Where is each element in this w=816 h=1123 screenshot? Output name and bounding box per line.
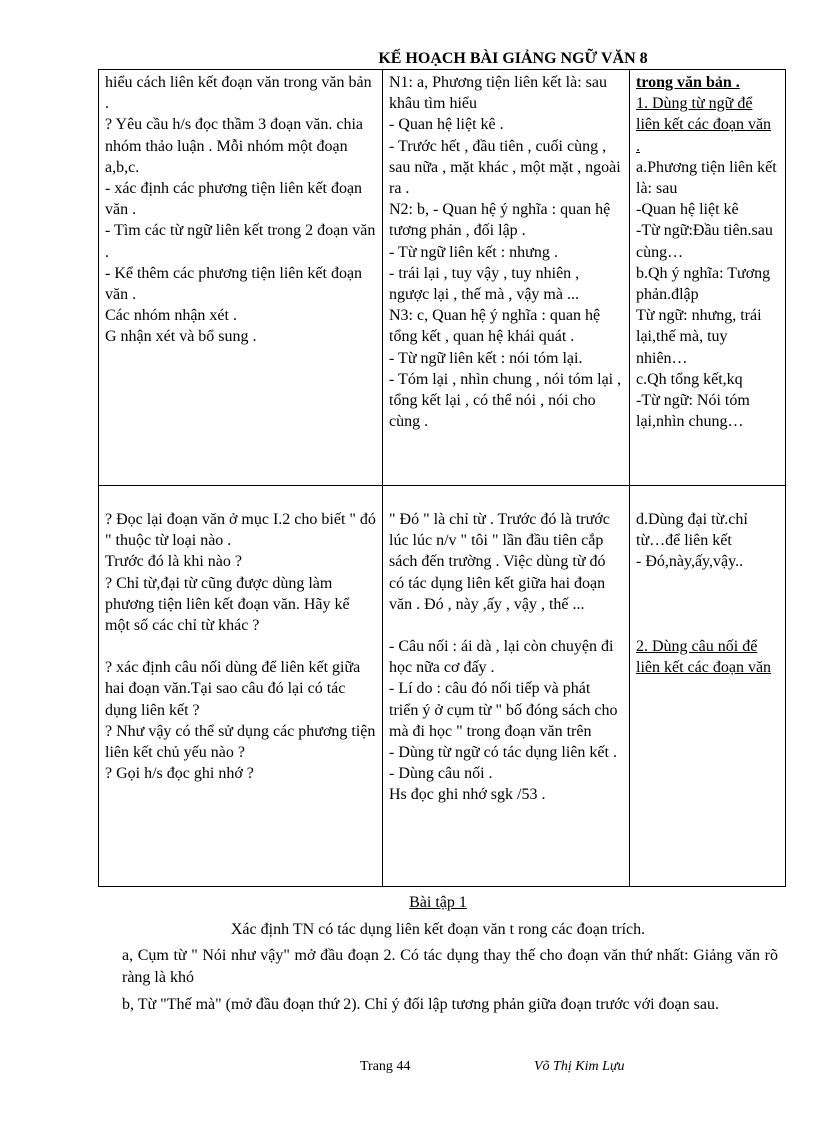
exercise-title: Bài tập 1 bbox=[409, 894, 467, 911]
teacher-activity-cell bbox=[99, 70, 383, 486]
text-line: - Quan hệ liệt kê . bbox=[389, 116, 504, 134]
text-line: -Từ ngữ:Đầu tiên.sau cùng… bbox=[636, 222, 773, 261]
author-name: Võ Thị Kim Lựu bbox=[534, 1059, 625, 1074]
text-line: d.Dùng đại từ.chỉ từ…để liên kết bbox=[636, 511, 748, 550]
text-line: - Từ ngữ liên kết : nhưng . bbox=[389, 243, 558, 261]
text-line: - Từ ngữ liên kết : nói tóm lại. bbox=[389, 349, 583, 367]
content-cell bbox=[630, 486, 786, 887]
text-line: - xác định các phương tiện liên kết đoạn văn . bbox=[105, 180, 363, 219]
text-line: ? Chỉ từ,đại từ cũng được dùng làm phương tiện liên kết đoạn văn. Hãy kể một số các chỉ từ khác ? bbox=[105, 574, 350, 635]
text-line: " Đó " là chỉ từ . Trước đó là trước lúc lúc n/v " tôi " lần đầu tiên cắp sách đến trường . Việc dùng từ đó có tác dụng liên kết giữa hai đoạn văn . Đó , này ,ấy , vậy , thế ... bbox=[389, 511, 610, 613]
text-line: ? Đọc lại đoạn văn ở mục I.2 cho biết " đó " thuộc từ loại nào . bbox=[105, 511, 376, 550]
text-line: - Lí do : câu đó nối tiếp và phát triển ý ở cụm từ " bố đóng sách cho mà đi học " trong đoạn văn trên bbox=[389, 680, 618, 740]
text-line: ? Gọi h/s đọc ghi nhớ ? bbox=[105, 765, 254, 783]
exercise-instruction: Xác định TN có tác dụng liên kết đoạn văn t rong các đoạn trích. bbox=[230, 921, 646, 938]
text-line: - Dùng câu nối . bbox=[389, 765, 493, 783]
content-cell bbox=[630, 70, 786, 486]
text-line: - Tìm các từ ngữ liên kết trong 2 đoạn văn . bbox=[105, 222, 376, 261]
text-line: a.Phương tiện liên kết là: sau bbox=[636, 158, 777, 198]
text-line: - Câu nối : ái dà , lại còn chuyện đi học nữa cơ đấy . bbox=[389, 638, 614, 677]
text-line: -Quan hệ liệt kê bbox=[636, 201, 739, 219]
text-line: ? xác định câu nối dùng để liên kết giữa hai đoạn văn.Tại sao câu đó lại có tác dụng liên kết ? bbox=[105, 659, 361, 719]
table-row bbox=[99, 486, 786, 887]
exercise-item: a, Cụm từ " Nói như vậy" mở đầu đoạn 2. Có tác dụng thay thế cho đoạn văn thứ nhất: Giảng văn rõ ràng là khó bbox=[122, 947, 778, 986]
text-line: N3: c, Quan hệ ý nghĩa : quan hệ tổng kết , quan hệ khái quát . bbox=[389, 307, 601, 346]
text-line: hiểu cách liên kết đoạn văn trong văn bản . bbox=[105, 74, 372, 113]
text-line: N1: a, Phương tiện liên kết là: sau khâu tìm hiểu bbox=[389, 74, 607, 113]
document-title: KẾ HOẠCH BÀI GIẢNG NGỮ VĂN 8 bbox=[378, 50, 648, 67]
text-line: c.Qh tổng kết,kq bbox=[636, 370, 743, 388]
text-line: b.Qh ý nghĩa: Tương phản.đlập bbox=[636, 264, 771, 304]
exercise-item: b, Từ "Thế mà" (mở đầu đoạn thứ 2). Chỉ ý đối lập tương phản giữa đoạn trước với đoạn sau. bbox=[122, 996, 719, 1013]
text-line: ? Như vậy có thể sử dụng các phương tiện liên kết chủ yếu nào ? bbox=[105, 722, 376, 762]
student-activity-cell bbox=[383, 486, 630, 887]
table-row bbox=[99, 70, 786, 486]
section-subheading: 2. Dùng câu nối để liên kết các đoạn văn bbox=[636, 637, 772, 676]
section-subheading: 1. Dùng từ ngữ để liên kết các đoạn văn . bbox=[636, 95, 772, 155]
text-line: Hs đọc ghi nhớ sgk /53 . bbox=[389, 786, 546, 804]
student-activity-cell bbox=[383, 70, 630, 486]
text-line: N2: b, - Quan hệ ý nghĩa : quan hệ tương phản , đối lập . bbox=[389, 201, 611, 240]
text-line: ? Yêu cầu h/s đọc thầm 3 đoạn văn. chia nhóm thảo luận . Mỗi nhóm một đoạn a,b,c. bbox=[105, 116, 363, 176]
page-number: Trang 44 bbox=[360, 1059, 411, 1074]
text-line: - trái lại , tuy vậy , tuy nhiên , ngược lại , thế mà , vậy mà ... bbox=[389, 264, 580, 304]
section-heading: trong văn bản . bbox=[636, 74, 740, 91]
text-line: G nhận xét và bổ sung . bbox=[105, 328, 257, 346]
text-line: - Đó,này,ấy,vậy.. bbox=[636, 553, 744, 571]
text-line: - Trước hết , đầu tiên , cuối cùng , sau nữa , mặt khác , một mặt , ngoài ra . bbox=[389, 137, 621, 198]
text-line: Trước đó là khi nào ? bbox=[105, 553, 242, 571]
text-line: Các nhóm nhận xét . bbox=[105, 307, 237, 325]
text-line: - Kể thêm các phương tiện liên kết đoạn văn . bbox=[105, 264, 363, 304]
text-line: - Dùng từ ngữ có tác dụng liên kết . bbox=[389, 744, 617, 762]
teacher-activity-cell bbox=[99, 486, 383, 887]
text-line: Từ ngữ: nhưng, trái lại,thế mà, tuy nhiên… bbox=[636, 307, 762, 367]
lesson-table bbox=[98, 69, 786, 887]
text-line: -Từ ngữ: Nói tóm lại,nhìn chung… bbox=[636, 392, 750, 431]
text-line: - Tóm lại , nhìn chung , nói tóm lại , tổng kết lại , có thể nói , nói cho cùng . bbox=[389, 370, 622, 431]
